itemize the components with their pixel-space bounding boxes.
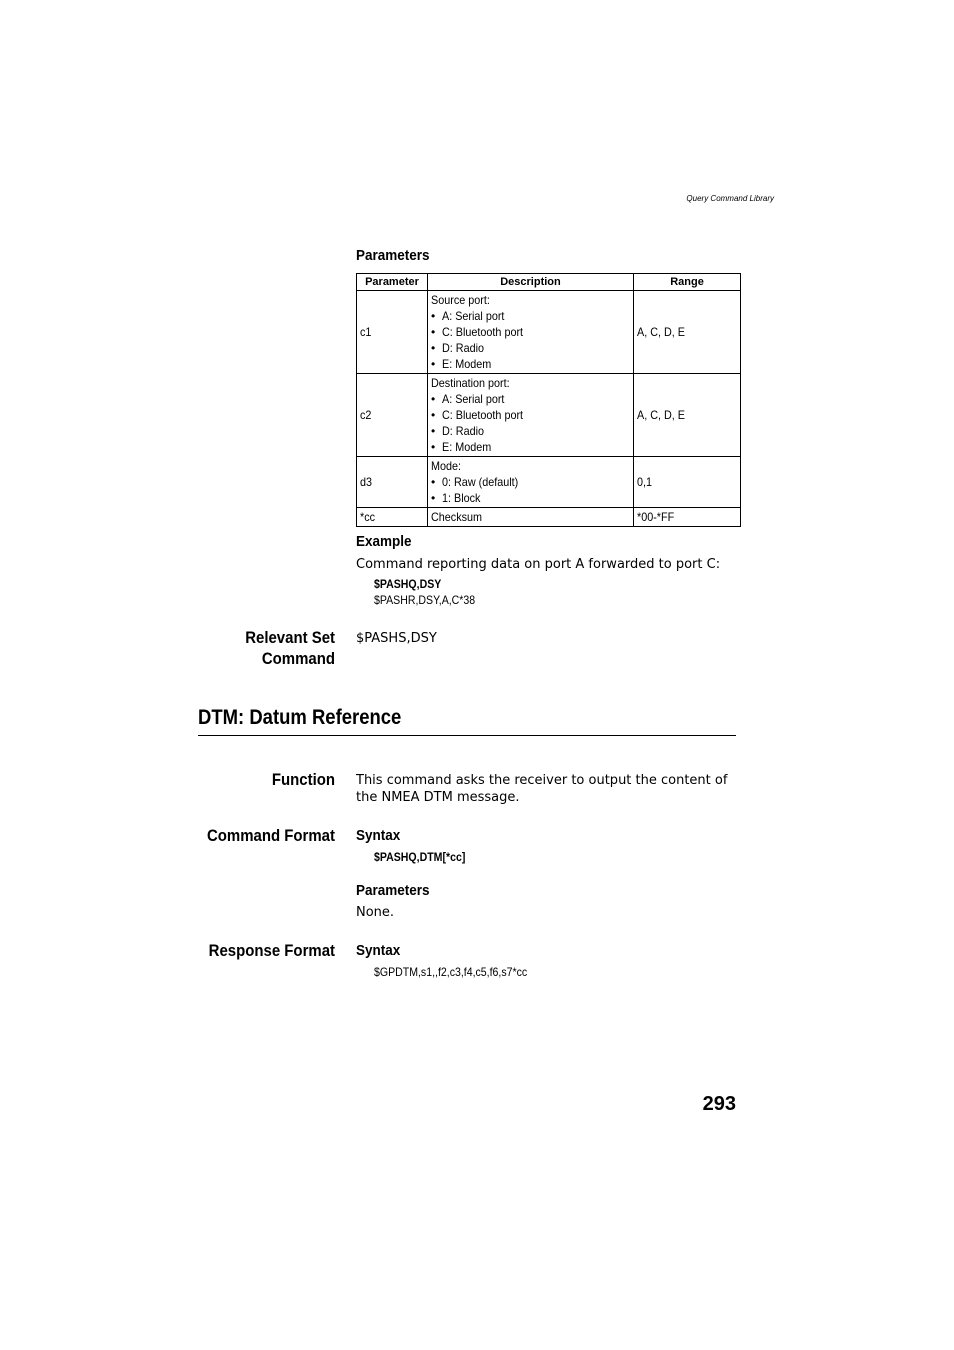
syntax-heading: Syntax bbox=[356, 827, 401, 844]
description-title: Source port: bbox=[431, 293, 490, 307]
function-text: This command asks the receiver to output the content of the NMEA DTM message. bbox=[356, 773, 728, 805]
description-title: Destination port: bbox=[431, 376, 510, 390]
range-cell: 0,1 bbox=[634, 457, 741, 508]
list-item: • E: Modem bbox=[431, 439, 630, 455]
param-cell: *cc bbox=[357, 508, 428, 527]
example-response: $PASHR,DSY,A,C*38 bbox=[374, 593, 476, 607]
table-row bbox=[357, 291, 741, 374]
param-cell: c1 bbox=[357, 291, 428, 374]
range-cell: *00-*FF bbox=[634, 508, 741, 527]
parameters-heading-dtm: Parameters bbox=[356, 882, 430, 899]
list-item: • C: Bluetooth port bbox=[431, 407, 630, 423]
page-number: 293 bbox=[702, 1093, 736, 1115]
range-cell: A, C, D, E bbox=[634, 374, 741, 457]
example-text: Command reporting data on port A forwarded to port C: bbox=[356, 557, 721, 572]
param-cell: d3 bbox=[357, 457, 428, 508]
example-command: $PASHQ,DSY bbox=[374, 577, 442, 591]
description-cell bbox=[428, 457, 634, 508]
relevant-set-command-label: Relevant Set Command bbox=[245, 628, 335, 668]
description-title: Mode: bbox=[431, 459, 462, 473]
parameters-text: None. bbox=[356, 905, 395, 920]
column-header-description: Description bbox=[428, 274, 634, 291]
parameters-heading: Parameters bbox=[356, 247, 430, 264]
relevant-set-command-value: $PASHS,DSY bbox=[356, 631, 437, 646]
parameters-table bbox=[356, 273, 741, 527]
command-format-label: Command Format bbox=[206, 826, 335, 845]
table-row bbox=[357, 374, 741, 457]
list-item: • E: Modem bbox=[431, 356, 630, 372]
range-cell: A, C, D, E bbox=[634, 291, 741, 374]
list-item: • D: Radio bbox=[431, 340, 630, 356]
response-syntax-heading: Syntax bbox=[356, 942, 401, 959]
column-header-parameter: Parameter bbox=[357, 274, 428, 291]
table-row bbox=[357, 457, 741, 508]
table-row bbox=[357, 508, 741, 527]
list-item: • A: Serial port bbox=[431, 308, 630, 324]
table-header-row bbox=[357, 274, 741, 291]
section-divider bbox=[198, 735, 736, 736]
command-syntax: $PASHQ,DTM[*cc] bbox=[374, 850, 466, 864]
section-title: DTM: Datum Reference bbox=[198, 706, 402, 729]
list-item: • C: Bluetooth port bbox=[431, 324, 630, 340]
param-cell: c2 bbox=[357, 374, 428, 457]
function-label: Function bbox=[271, 770, 335, 789]
list-item: • 1: Block bbox=[431, 490, 630, 506]
running-header: Query Command Library bbox=[686, 194, 774, 203]
list-item: • A: Serial port bbox=[431, 391, 630, 407]
description-title: Checksum bbox=[431, 510, 483, 524]
list-item: • D: Radio bbox=[431, 423, 630, 439]
description-cell bbox=[428, 291, 634, 374]
column-header-range: Range bbox=[634, 274, 741, 291]
list-item: • 0: Raw (default) bbox=[431, 474, 630, 490]
description-cell bbox=[428, 374, 634, 457]
response-syntax: $GPDTM,s1,,f2,c3,f4,c5,f6,s7*cc bbox=[374, 965, 528, 979]
response-format-label: Response Format bbox=[208, 941, 335, 960]
description-cell bbox=[428, 508, 634, 527]
example-heading: Example bbox=[356, 533, 412, 550]
